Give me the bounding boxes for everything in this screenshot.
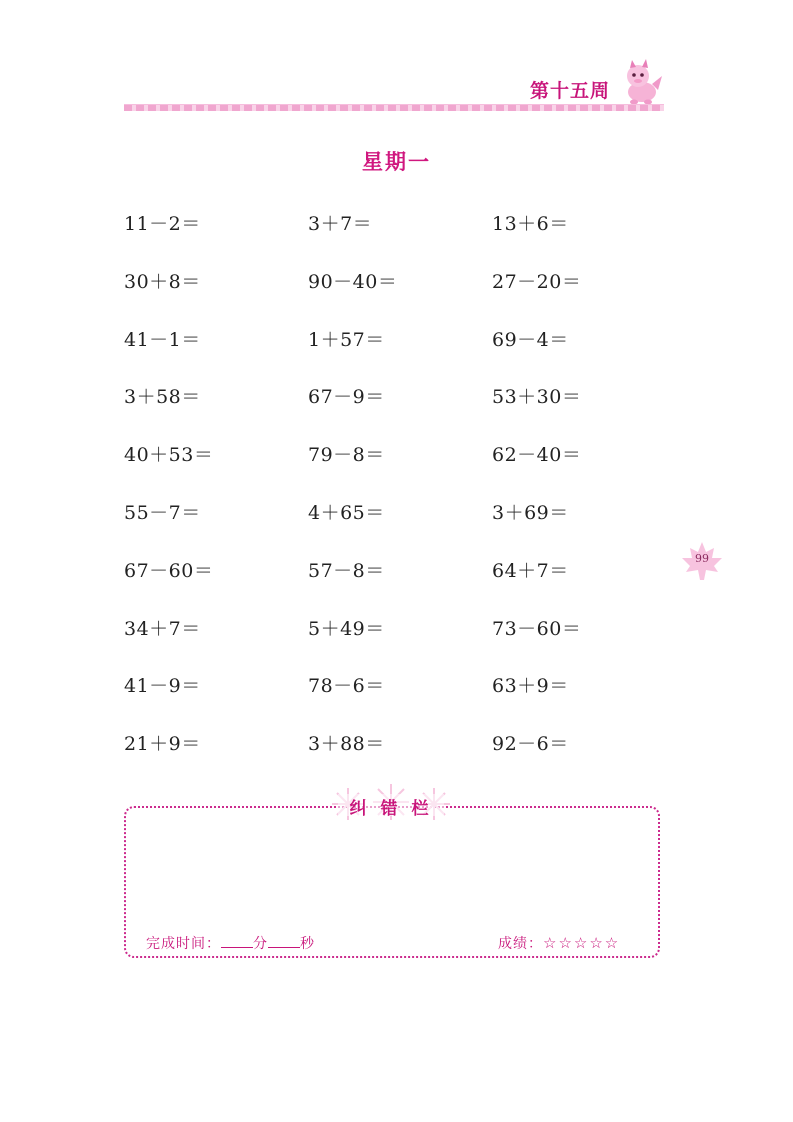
correction-box-header xyxy=(328,776,454,832)
score-label: 成绩： xyxy=(498,936,543,952)
problem: 3＋58＝ xyxy=(124,386,201,409)
score-stars[interactable]: ☆☆☆☆☆ xyxy=(543,934,621,952)
problem: 34＋7＝ xyxy=(124,617,201,640)
problem: 27－20＝ xyxy=(492,270,582,293)
problem: 11－2＝ xyxy=(124,213,201,235)
page-number: 99 xyxy=(695,552,709,565)
problem: 41－1＝ xyxy=(124,328,201,351)
problem-row xyxy=(124,671,684,729)
problem: 3＋88＝ xyxy=(308,733,385,756)
problem: 4＋65＝ xyxy=(308,501,385,524)
problem: 3＋7＝ xyxy=(308,213,373,235)
problem: 21＋9＝ xyxy=(124,733,201,756)
problem: 92－6＝ xyxy=(492,733,569,756)
problem-grid xyxy=(124,209,684,787)
problem: 41－9＝ xyxy=(124,675,201,698)
page-number-badge xyxy=(680,540,724,582)
problem: 53＋30＝ xyxy=(492,386,582,409)
problem: 69－4＝ xyxy=(492,328,569,351)
minute-unit: 分 xyxy=(253,936,268,952)
problem: 1＋57＝ xyxy=(308,328,385,351)
second-unit: 秒 xyxy=(300,936,315,952)
problem: 3＋69＝ xyxy=(492,501,569,524)
problem: 40＋53＝ xyxy=(124,444,214,467)
completion-time-label: 完成时间： xyxy=(146,936,221,952)
problem: 5＋49＝ xyxy=(308,617,385,640)
problem: 62－40＝ xyxy=(492,444,582,467)
completion-time xyxy=(146,933,315,953)
problem-row xyxy=(124,440,684,498)
problem-row xyxy=(124,614,684,672)
day-title: 星期一 xyxy=(362,150,431,174)
problem: 30＋8＝ xyxy=(124,270,201,293)
problem-row xyxy=(124,267,684,325)
correction-box-title: 纠错栏 xyxy=(349,799,443,819)
problem-row xyxy=(124,325,684,383)
problem: 67－9＝ xyxy=(308,386,385,409)
problem: 13＋6＝ xyxy=(492,213,569,235)
problem: 55－7＝ xyxy=(124,501,201,524)
problem-row xyxy=(124,498,684,556)
problem-row xyxy=(124,209,684,267)
dragon-mascot-icon xyxy=(618,58,664,106)
problem: 73－60＝ xyxy=(492,617,582,640)
problem-row xyxy=(124,556,684,614)
problem-row xyxy=(124,382,684,440)
problem: 78－6＝ xyxy=(308,675,385,698)
minute-blank[interactable] xyxy=(221,935,253,948)
problem: 57－8＝ xyxy=(308,559,385,582)
problem: 79－8＝ xyxy=(308,444,385,467)
week-title: 第十五周 xyxy=(530,80,611,102)
problem: 63＋9＝ xyxy=(492,675,569,698)
second-blank[interactable] xyxy=(268,935,300,948)
problem: 90－40＝ xyxy=(308,270,398,293)
problem: 67－60＝ xyxy=(124,559,214,582)
problem: 64＋7＝ xyxy=(492,559,569,582)
score xyxy=(498,933,620,953)
header-divider xyxy=(124,104,664,111)
